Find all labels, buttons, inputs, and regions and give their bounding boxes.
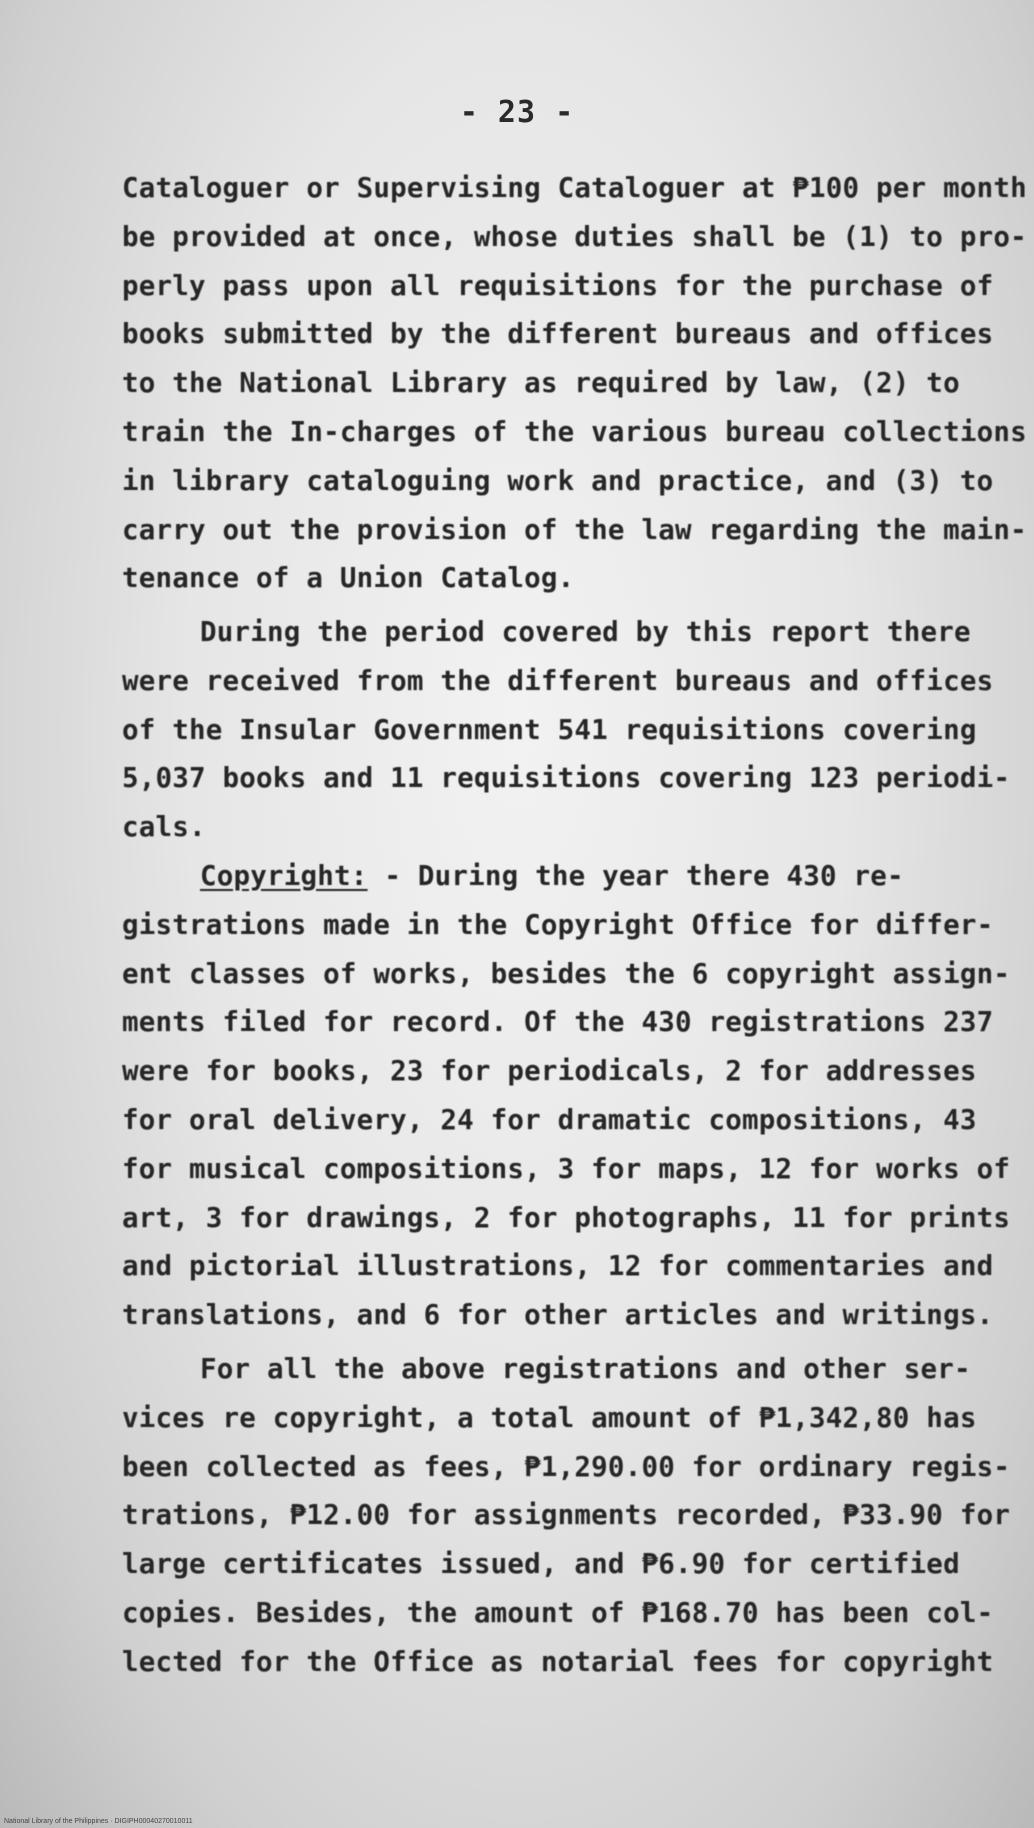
text-line: perly pass upon all requisitions for the purchase of	[122, 269, 994, 302]
text-line: trations, ₱12.00 for assignments recorded, ₱33.90 for	[122, 1499, 1011, 1532]
text-line: been collected as fees, ₱1,290.00 for ordinary regis-	[122, 1450, 1011, 1483]
text-line: in library cataloguing work and practice, and (3) to	[122, 464, 994, 497]
paragraph-cataloguer	[122, 164, 1027, 603]
archive-footer: National Library of the Philippines · DIGIPH00040270010011	[4, 1818, 193, 1825]
text-line: 5,037 books and 11 requisitions covering 123 periodi-	[122, 762, 1011, 795]
text-line: During the period covered by this report there	[200, 616, 971, 648]
text-line: ments filed for record. Of the 430 registrations 237	[122, 1006, 994, 1039]
text-line: were received from the different bureaus and offices	[122, 664, 994, 697]
text-line: cals.	[122, 811, 206, 844]
text-line: of the Insular Government 541 requisitions covering	[122, 713, 977, 746]
text-line: copies. Besides, the amount of ₱168.70 has been col-	[122, 1596, 994, 1629]
text-line: art, 3 for drawings, 2 for photographs, 11 for prints	[122, 1201, 1011, 1234]
text-line: gistrations made in the Copyright Office for differ-	[122, 908, 994, 941]
text-line: vices re copyright, a total amount of ₱1,342,80 has	[122, 1401, 977, 1434]
paragraph-fees	[122, 1345, 1010, 1687]
text-line: large certificates issued, and ₱6.90 for certified	[122, 1548, 960, 1581]
text-line: For all the above registrations and other ser-	[200, 1353, 971, 1385]
section-heading-copyright: Copyright:	[200, 860, 368, 892]
paragraph-requisitions	[122, 608, 1010, 852]
text-line: were for books, 23 for periodicals, 2 for addresses	[122, 1055, 977, 1088]
text-line	[122, 852, 1010, 901]
text-line: train the In-charges of the various bureau collections	[122, 415, 1027, 448]
text-line: translations, and 6 for other articles and writings.	[122, 1299, 994, 1332]
page-number: - 23 -	[459, 95, 575, 130]
text-line: Cataloguer or Supervising Cataloguer at ₱100 per month	[122, 172, 1027, 204]
text-line: be provided at once, whose duties shall be (1) to pro-	[122, 220, 1027, 253]
text-line: for oral delivery, 24 for dramatic compositions, 43	[122, 1103, 977, 1136]
paragraph-copyright	[122, 852, 1010, 1340]
text-fragment: - During the year there 430 re-	[367, 860, 904, 892]
text-line: ent classes of works, besides the 6 copyright assign-	[122, 957, 1011, 990]
text-line: for musical compositions, 3 for maps, 12 for works of	[122, 1152, 1011, 1185]
text-line: tenance of a Union Catalog.	[122, 562, 575, 595]
text-line: lected for the Office as notarial fees for copyright	[122, 1645, 994, 1678]
text-line: to the National Library as required by law, (2) to	[122, 367, 960, 400]
text-line: carry out the provision of the law regarding the main-	[122, 513, 1027, 546]
text-line: and pictorial illustrations, 12 for commentaries and	[122, 1250, 994, 1283]
text-line: books submitted by the different bureaus and offices	[122, 318, 994, 351]
